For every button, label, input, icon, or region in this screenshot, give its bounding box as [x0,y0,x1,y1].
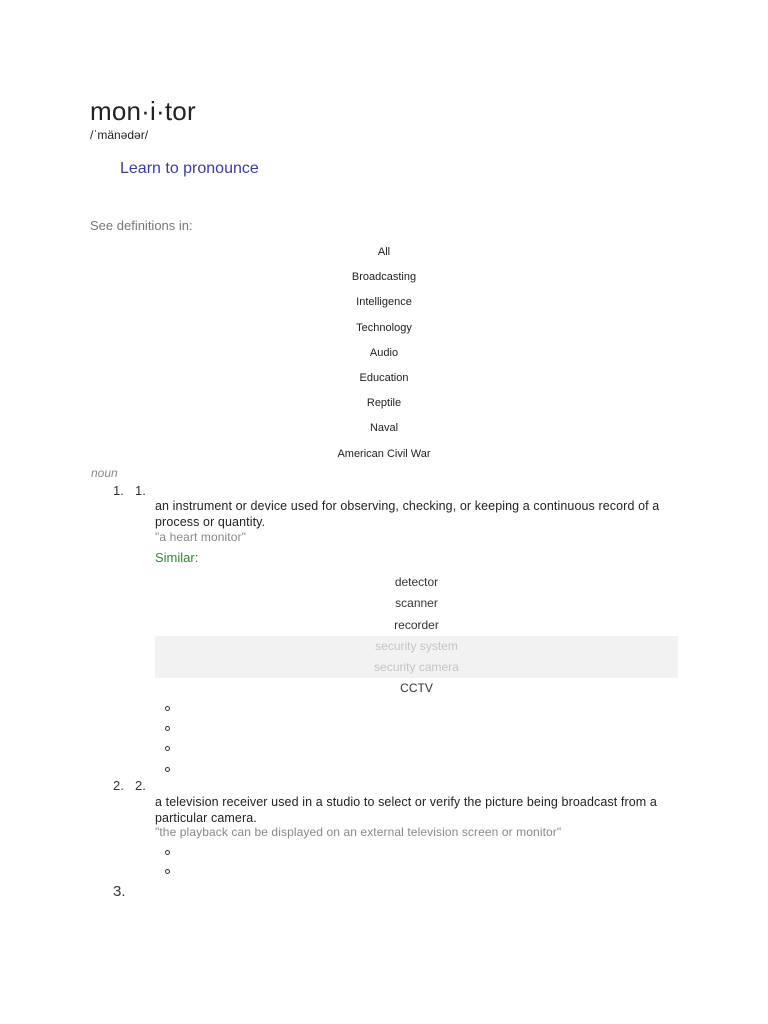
category-reptile[interactable]: Reptile [366,397,402,410]
headword: mon·i·tor [90,96,196,126]
phonetic-spelling: /ˈmänədər/ [90,128,149,142]
learn-to-pronounce-link[interactable]: Learn to pronounce [120,160,259,177]
category-technology[interactable]: Technology [356,321,412,334]
similar-word-recorder[interactable]: recorder [394,617,439,632]
category-audio[interactable]: Audio [369,346,399,359]
sense-1-inner-number: 1. [135,483,146,498]
similar-words-list [155,572,678,700]
similar-word-security-system[interactable]: security system [155,636,678,657]
definition-category-list [0,240,768,467]
category-all[interactable]: All [377,246,391,258]
empty-list-bullet [165,746,170,751]
category-intelligence[interactable]: Intelligence [356,296,412,309]
sense-2-outer-number: 2. [113,778,124,793]
category-education[interactable]: Education [359,371,409,384]
similar-word-detector[interactable]: detector [394,575,439,589]
sense-2-inner-number: 2. [135,778,146,793]
empty-list-bullet [165,767,170,772]
category-naval[interactable]: Naval [369,422,399,435]
similar-label: Similar: [155,550,199,565]
similar-word-cctv[interactable]: CCTV [400,681,433,696]
empty-list-bullet [165,726,170,731]
sense-3-number: 3. [113,883,126,900]
empty-list-bullet [165,869,170,874]
similar-word-scanner[interactable]: scanner [395,596,438,611]
see-definitions-label: See definitions in: [90,218,193,233]
category-broadcasting[interactable]: Broadcasting [351,271,417,284]
sense-2-example: "the playback can be displayed on an external television screen or monitor" [155,825,562,839]
sense-1-example: "a heart monitor" [155,530,246,544]
sense-1-outer-number: 1. [113,483,124,498]
category-american-civil-war[interactable]: American Civil War [337,447,431,460]
sense-2-definition: a television receiver used in a studio to select or verify the picture being broadcast from a particular camera. [155,795,657,825]
empty-list-bullet [165,706,170,711]
empty-list-bullet [165,850,170,855]
part-of-speech: noun [91,466,118,480]
similar-word-security-camera[interactable]: security camera [155,657,678,678]
sense-1-definition: an instrument or device used for observing, checking, or keeping a continuous record of a process or quantity. [155,499,660,529]
